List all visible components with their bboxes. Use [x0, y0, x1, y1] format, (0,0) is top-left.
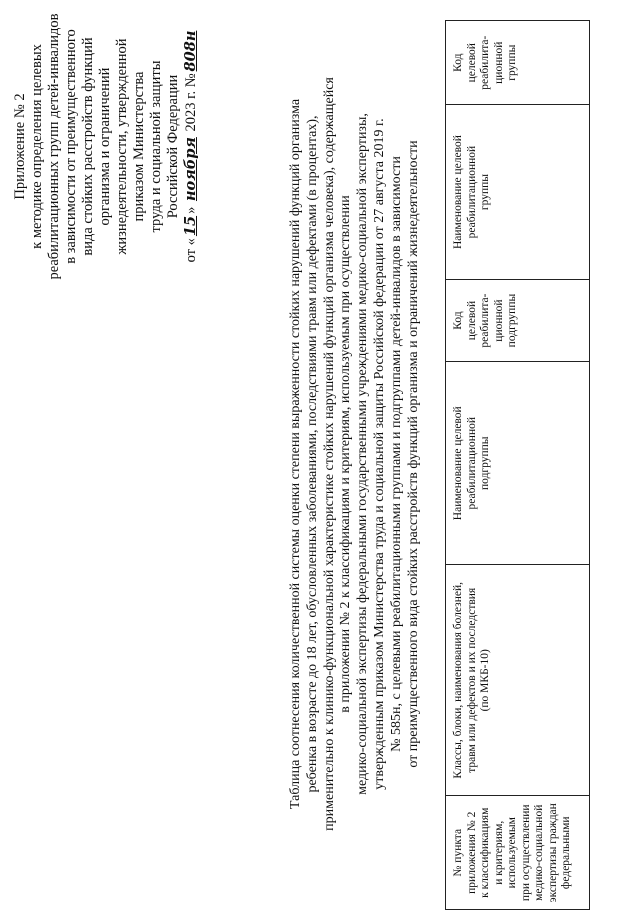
title-line: применительно к клинико-функциональной характеристике стойких нарушений функций организма человека), содержащейся [321, 77, 337, 831]
header-subgroup-code: Код целевой реабилита- ционной подгруппы [446, 279, 590, 362]
title-line: от преимущественного вида стойких расстройств функций организма и ограничений жизнедеятельности [405, 140, 421, 768]
table-header-row [446, 21, 590, 910]
title-line: утвержденным приказом Министерства труда и социальной защиты Российской федерации от 27 августа 2019 г. [371, 118, 387, 790]
header-group-name: Наименование целевой реабилитационной группы [446, 105, 590, 279]
title-line: медико-социальной экспертизы федеральными государственными учреждениями медико-социальной экспертизы, [355, 113, 371, 795]
header-icd-classes: Классы, блоки, наименования болезней, травм или дефектов и их последствия (по МКБ-10) [446, 565, 590, 796]
appendix-line: реабилитационных групп детей-инвалидов [46, 13, 62, 280]
appendix-line: организма и ограничений [97, 67, 113, 226]
header-subgroup-name: Наименование целевой реабилитационной подгруппы [446, 362, 590, 565]
order-date-line [182, 9, 200, 284]
title-line: в приложении № 2 к классификациям и критериям, используемым при осуществлении [338, 195, 354, 713]
title-line: Таблица соотнесения количественной системы оценки степени выраженности стойких нарушений функций организма [288, 98, 303, 810]
appendix-line: вида стойких расстройств функций [80, 37, 96, 256]
header-item-number: № пункта приложения № 2 к классификациям и критериям, используемым при осуществлении медико-социальной экспертизы граждан федеральными [446, 796, 590, 910]
date-year: 2023 г. № [183, 73, 199, 132]
appendix-header [12, 9, 200, 284]
order-number-handwritten: 808н [182, 30, 199, 72]
date-mid: » [183, 206, 199, 214]
appendix-line: труда и социальной защиты [148, 60, 164, 233]
appendix-line: жизнедеятельности, утвержденной [114, 38, 130, 255]
title-line: ребенка в возрасте до 18 лет, обусловленных заболеваниями, последствиями травм или дефектами (в процентах), [304, 115, 320, 793]
appendix-line: в зависимости от преимущественного [63, 29, 79, 264]
date-day-handwritten: 15 [182, 215, 199, 237]
appendix-line: Российской Федерации [165, 74, 181, 219]
header-group-code: Код целевой реабилита- ционной группы [446, 21, 590, 105]
table-title [288, 44, 422, 864]
appendix-line: к методике определения целевых [29, 44, 45, 249]
appendix-line: приказом Министерства [131, 71, 147, 222]
title-line: № 585н, с целевыми реабилитационными группами и подгруппами детей-инвалидов в зависимости [388, 156, 404, 752]
appendix-line: Приложение № 2 [12, 93, 28, 200]
date-prefix: от « [183, 238, 199, 263]
date-month-handwritten: ноября [182, 137, 199, 202]
correlation-table [445, 20, 590, 910]
